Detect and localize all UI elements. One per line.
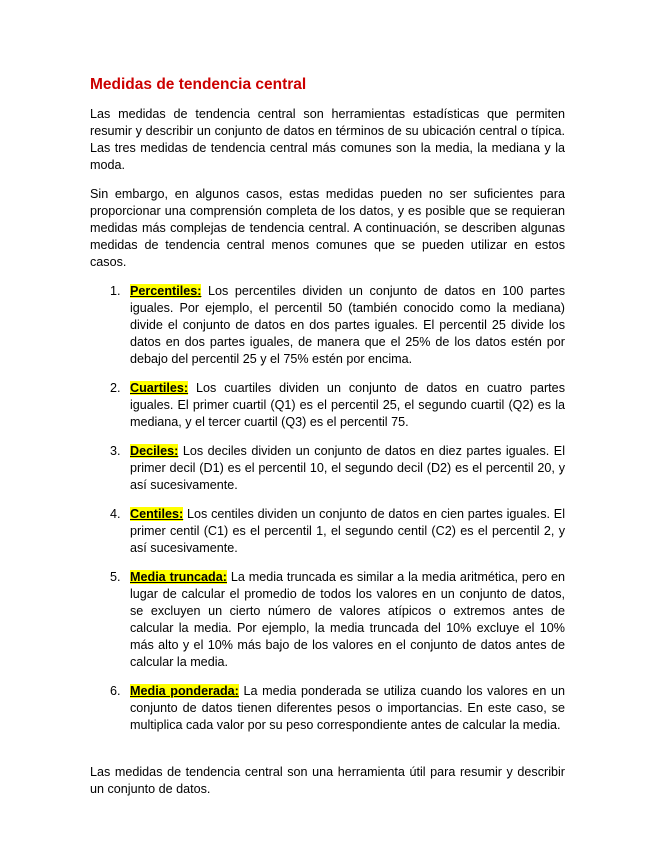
list-item-term: Percentiles: xyxy=(130,284,202,298)
list-item-number: 5. xyxy=(110,570,121,584)
list-item-media-truncada xyxy=(110,569,565,671)
list-item-number: 1. xyxy=(110,284,121,298)
page-title: Medidas de tendencia central xyxy=(90,76,307,93)
list-item-number: 3. xyxy=(110,444,121,458)
list-item-percentiles xyxy=(110,283,565,368)
list-item-number: 2. xyxy=(110,381,121,395)
second-paragraph: Sin embargo, en algunos casos, estas medidas pueden no ser suficientes para proporcionar una comprensión completa de los datos, y es posible que se requieran medidas más complejas de tendencia central. A continuación, se describen algunas medidas de tendencia central menos comunes que se pueden utilizar en estos casos. xyxy=(90,187,565,269)
closing-paragraph: Las medidas de tendencia central son una herramienta útil para resumir y describir un conjunto de datos. xyxy=(90,765,565,796)
list-item-term: Cuartiles: xyxy=(130,381,189,395)
list-item-term: Media ponderada: xyxy=(130,684,239,698)
list-item-term: Centiles: xyxy=(130,507,184,521)
list-item-centiles xyxy=(110,506,565,557)
list-item-term: Media truncada: xyxy=(130,570,227,584)
list-item-deciles xyxy=(110,443,565,494)
list-item-term: Deciles: xyxy=(130,444,179,458)
list-item-text: La media truncada es similar a la media aritmética, pero en lugar de calcular el promedio de todos los valores en un conjunto de datos, se excluyen un cierto número de valores atípicos o extremos antes de calcular la media. Por ejemplo, la media truncada del 10% excluye el 10% más alto y el 10% más bajo de los valores en el conjunto de datos antes de calcular la media. xyxy=(130,570,565,669)
intro-paragraph: Las medidas de tendencia central son herramientas estadísticas que permiten resumir y describir un conjunto de datos en términos de su ubicación central o típica. Las tres medidas de tendencia central más comunes son la media, la mediana y la moda. xyxy=(90,107,565,172)
measures-list xyxy=(90,283,565,734)
list-item-text: Los cuartiles dividen un conjunto de datos en cuatro partes iguales. El primer cuartil (Q1) es el percentil 25, el segundo cuartil (Q2) es la mediana, y el tercer cuartil (Q3) es el percentil 75. xyxy=(130,381,565,429)
list-item-cuartiles xyxy=(110,380,565,431)
list-item-text: Los percentiles dividen un conjunto de datos en 100 partes iguales. Por ejemplo, el percentil 50 (también conocido como la mediana) divide el conjunto de datos en dos partes iguales. El percentil 25 divide los datos en dos partes iguales, de manera que el 25% de los datos estén por debajo del percentil 25 y el 75% estén por encima. xyxy=(130,284,565,366)
list-item-text: Los centiles dividen un conjunto de datos en cien partes iguales. El primer centil (C1) es el percentil 1, el segundo centil (C2) es el percentil 2, y así sucesivamente. xyxy=(130,507,565,555)
list-item-media-ponderada xyxy=(110,683,565,734)
list-item-number: 4. xyxy=(110,507,121,521)
list-item-number: 6. xyxy=(110,684,121,698)
list-item-text: La media ponderada se utiliza cuando los valores en un conjunto de datos tienen diferentes pesos o importancias. En este caso, se multiplica cada valor por su peso correspondiente antes de calcular la media. xyxy=(130,684,565,732)
list-item-text: Los deciles dividen un conjunto de datos en diez partes iguales. El primer decil (D1) es el percentil 10, el segundo decil (D2) es el percentil 20, y así sucesivamente. xyxy=(130,444,565,492)
